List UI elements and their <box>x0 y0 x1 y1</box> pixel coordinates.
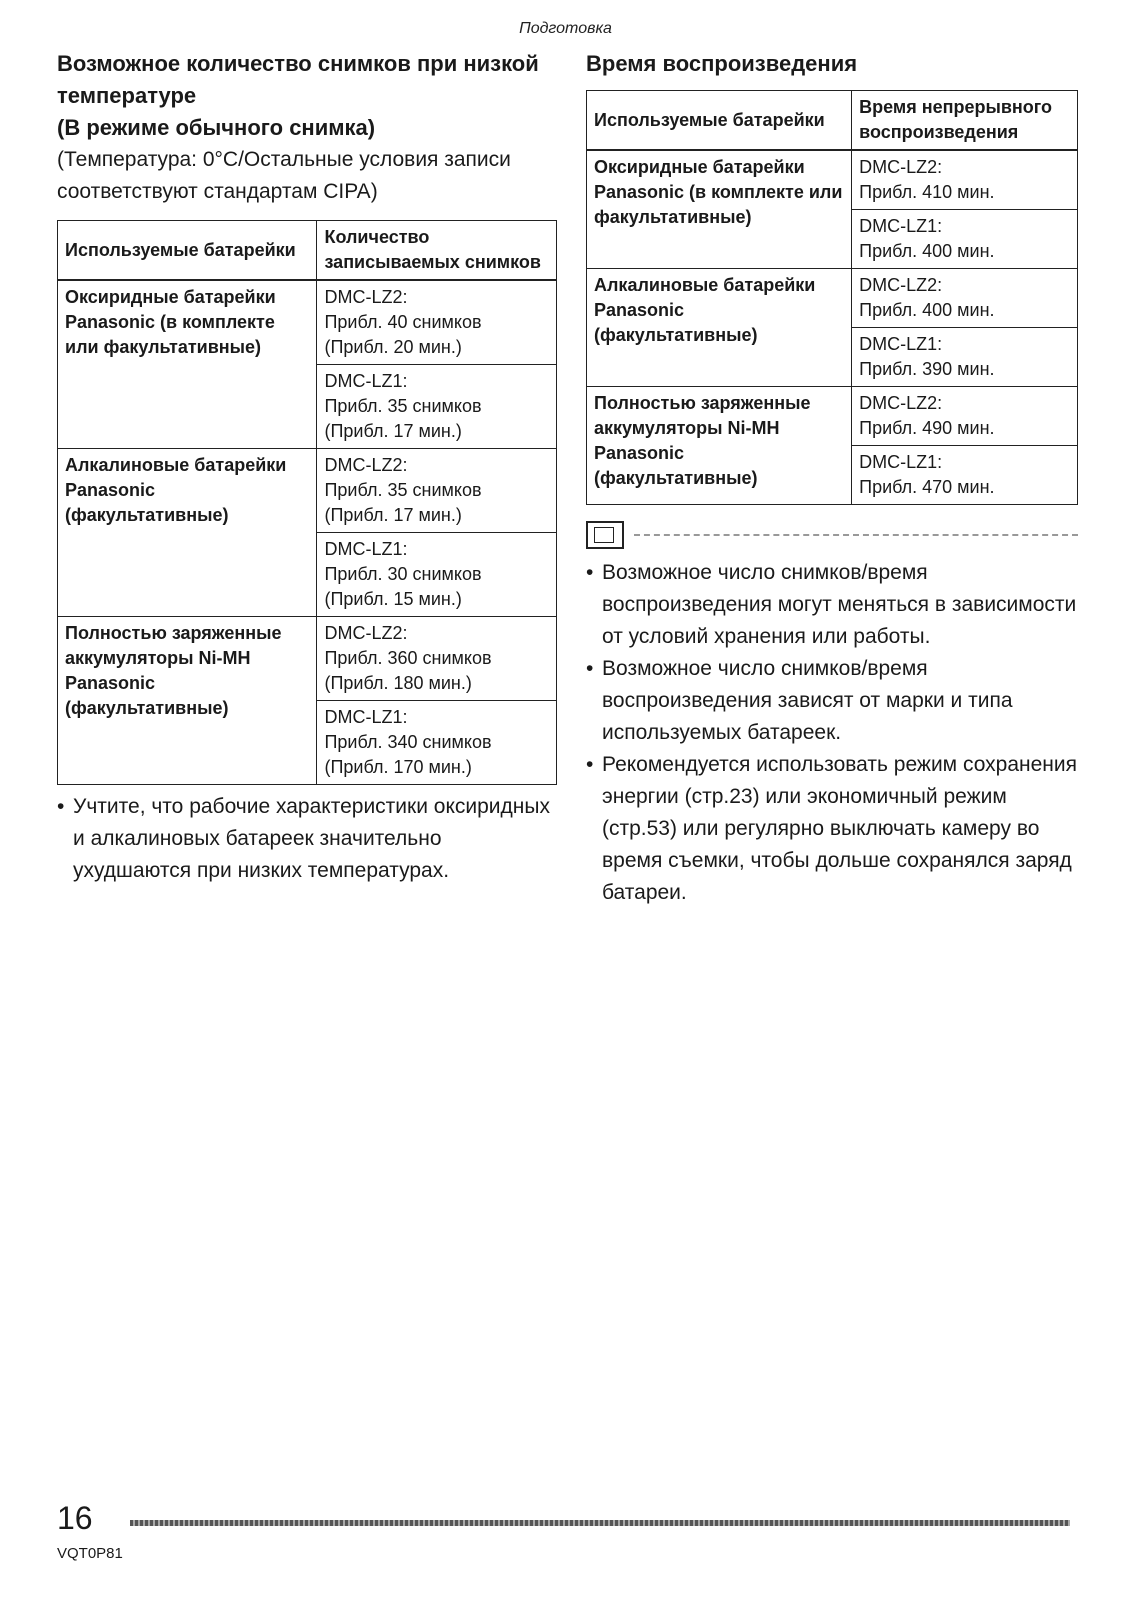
battery-type-cell: Алкалиновые батарейки Panasonic (факультативные) <box>587 269 852 387</box>
value-cell <box>852 150 1078 210</box>
memo-divider <box>634 534 1078 536</box>
value-cell <box>317 365 557 449</box>
value-line: DMC-LZ2: <box>859 393 943 413</box>
battery-type-cell: Оксиридные батарейки Panasonic (в комплекте или факультативные) <box>587 150 852 269</box>
playback-table-body <box>587 150 1078 505</box>
value-line: Прибл. 490 мин. <box>859 418 995 438</box>
playback-table-header-battery: Используемые батарейки <box>587 91 852 151</box>
value-line: DMC-LZ1: <box>324 371 408 391</box>
value-line: Прибл. 410 мин. <box>859 182 995 202</box>
value-line: DMC-LZ1: <box>859 334 943 354</box>
value-line: DMC-LZ1: <box>859 452 943 472</box>
value-line: Прибл. 30 снимков <box>324 564 482 584</box>
value-line: DMC-LZ2: <box>324 455 408 475</box>
table-row <box>587 387 1078 446</box>
value-line: DMC-LZ1: <box>324 707 408 727</box>
right-note: • Возможное число снимков/время воспроизведения могут меняться в зависимости от условий хранения или работы. <box>586 557 1078 653</box>
value-cell <box>852 210 1078 269</box>
playback-table-header-time: Время непрерывного воспроизведения <box>852 91 1078 151</box>
right-column <box>586 48 1078 909</box>
value-cell <box>852 387 1078 446</box>
value-cell <box>852 328 1078 387</box>
value-line: DMC-LZ2: <box>324 287 408 307</box>
value-cell <box>317 701 557 785</box>
document-code: VQT0P81 <box>57 1545 123 1562</box>
left-note: • Учтите, что рабочие характеристики оксиридных и алкалиновых батареек значительно ухудшаются при низких температурах. <box>57 791 557 887</box>
value-line: (Прибл. 170 мин.) <box>324 757 472 777</box>
value-line: (Прибл. 20 мин.) <box>324 337 462 357</box>
table-row <box>58 617 557 701</box>
shots-table-header-battery: Используемые батарейки <box>58 221 317 281</box>
value-line: (Прибл. 180 мин.) <box>324 673 472 693</box>
right-title: Время воспроизведения <box>586 51 858 76</box>
table-row <box>58 449 557 533</box>
table-row <box>587 150 1078 210</box>
right-note: • Рекомендуется использовать режим сохранения энергии (стр.23) или экономичный режим (стр.53) или регулярно выключать камеру во время съемки, чтобы дольше сохранялся заряд батареи. <box>586 749 1078 909</box>
footer-bar <box>130 1520 1070 1526</box>
value-cell <box>852 269 1078 328</box>
value-line: Прибл. 40 снимков <box>324 312 482 332</box>
value-cell <box>852 446 1078 505</box>
value-line: Прибл. 340 снимков <box>324 732 492 752</box>
battery-type-cell: Полностью заряженные аккумуляторы Ni-MH Panasonic (факультативные) <box>587 387 852 505</box>
memo-row <box>586 521 1078 549</box>
value-line: Прибл. 400 мин. <box>859 300 995 320</box>
shots-table-body <box>58 280 557 785</box>
memo-note-icon <box>586 521 624 549</box>
shots-table-header-count: Количество записываемых снимков <box>317 221 557 281</box>
left-column <box>57 48 557 887</box>
value-line: Прибл. 390 мин. <box>859 359 995 379</box>
left-subtitle: (В режиме обычного снимка) <box>57 115 376 140</box>
value-line: DMC-LZ2: <box>859 157 943 177</box>
value-cell <box>317 617 557 701</box>
battery-type-cell: Оксиридные батарейки Panasonic (в комплекте или факультативные) <box>58 280 317 449</box>
left-title: Возможное количество снимков при низкой температуре <box>57 51 539 108</box>
value-line: (Прибл. 17 мин.) <box>324 421 462 441</box>
right-notes <box>586 557 1078 909</box>
value-line: Прибл. 400 мин. <box>859 241 995 261</box>
battery-type-cell: Полностью заряженные аккумуляторы Ni-MH Panasonic (факультативные) <box>58 617 317 785</box>
value-line: Прибл. 360 снимков <box>324 648 492 668</box>
value-line: DMC-LZ2: <box>324 623 408 643</box>
playback-table <box>586 90 1078 505</box>
page-number: 16 <box>57 1500 93 1536</box>
value-cell <box>317 449 557 533</box>
value-line: DMC-LZ1: <box>324 539 408 559</box>
right-note: • Возможное число снимков/время воспроизведения зависят от марки и типа используемых батареек. <box>586 653 1078 749</box>
table-row <box>587 269 1078 328</box>
section-label: Подготовка <box>519 20 612 37</box>
value-cell <box>317 533 557 617</box>
left-notes <box>57 791 557 887</box>
table-row <box>58 280 557 365</box>
value-cell <box>317 280 557 365</box>
value-line: (Прибл. 15 мин.) <box>324 589 462 609</box>
shots-table <box>57 220 557 785</box>
value-line: DMC-LZ1: <box>859 216 943 236</box>
value-line: DMC-LZ2: <box>859 275 943 295</box>
battery-type-cell: Алкалиновые батарейки Panasonic (факультативные) <box>58 449 317 617</box>
value-line: Прибл. 470 мин. <box>859 477 995 497</box>
value-line: Прибл. 35 снимков <box>324 396 482 416</box>
value-line: Прибл. 35 снимков <box>324 480 482 500</box>
left-conditions: (Температура: 0°C/Остальные условия записи соответствуют стандартам CIPA) <box>57 148 511 203</box>
value-line: (Прибл. 17 мин.) <box>324 505 462 525</box>
